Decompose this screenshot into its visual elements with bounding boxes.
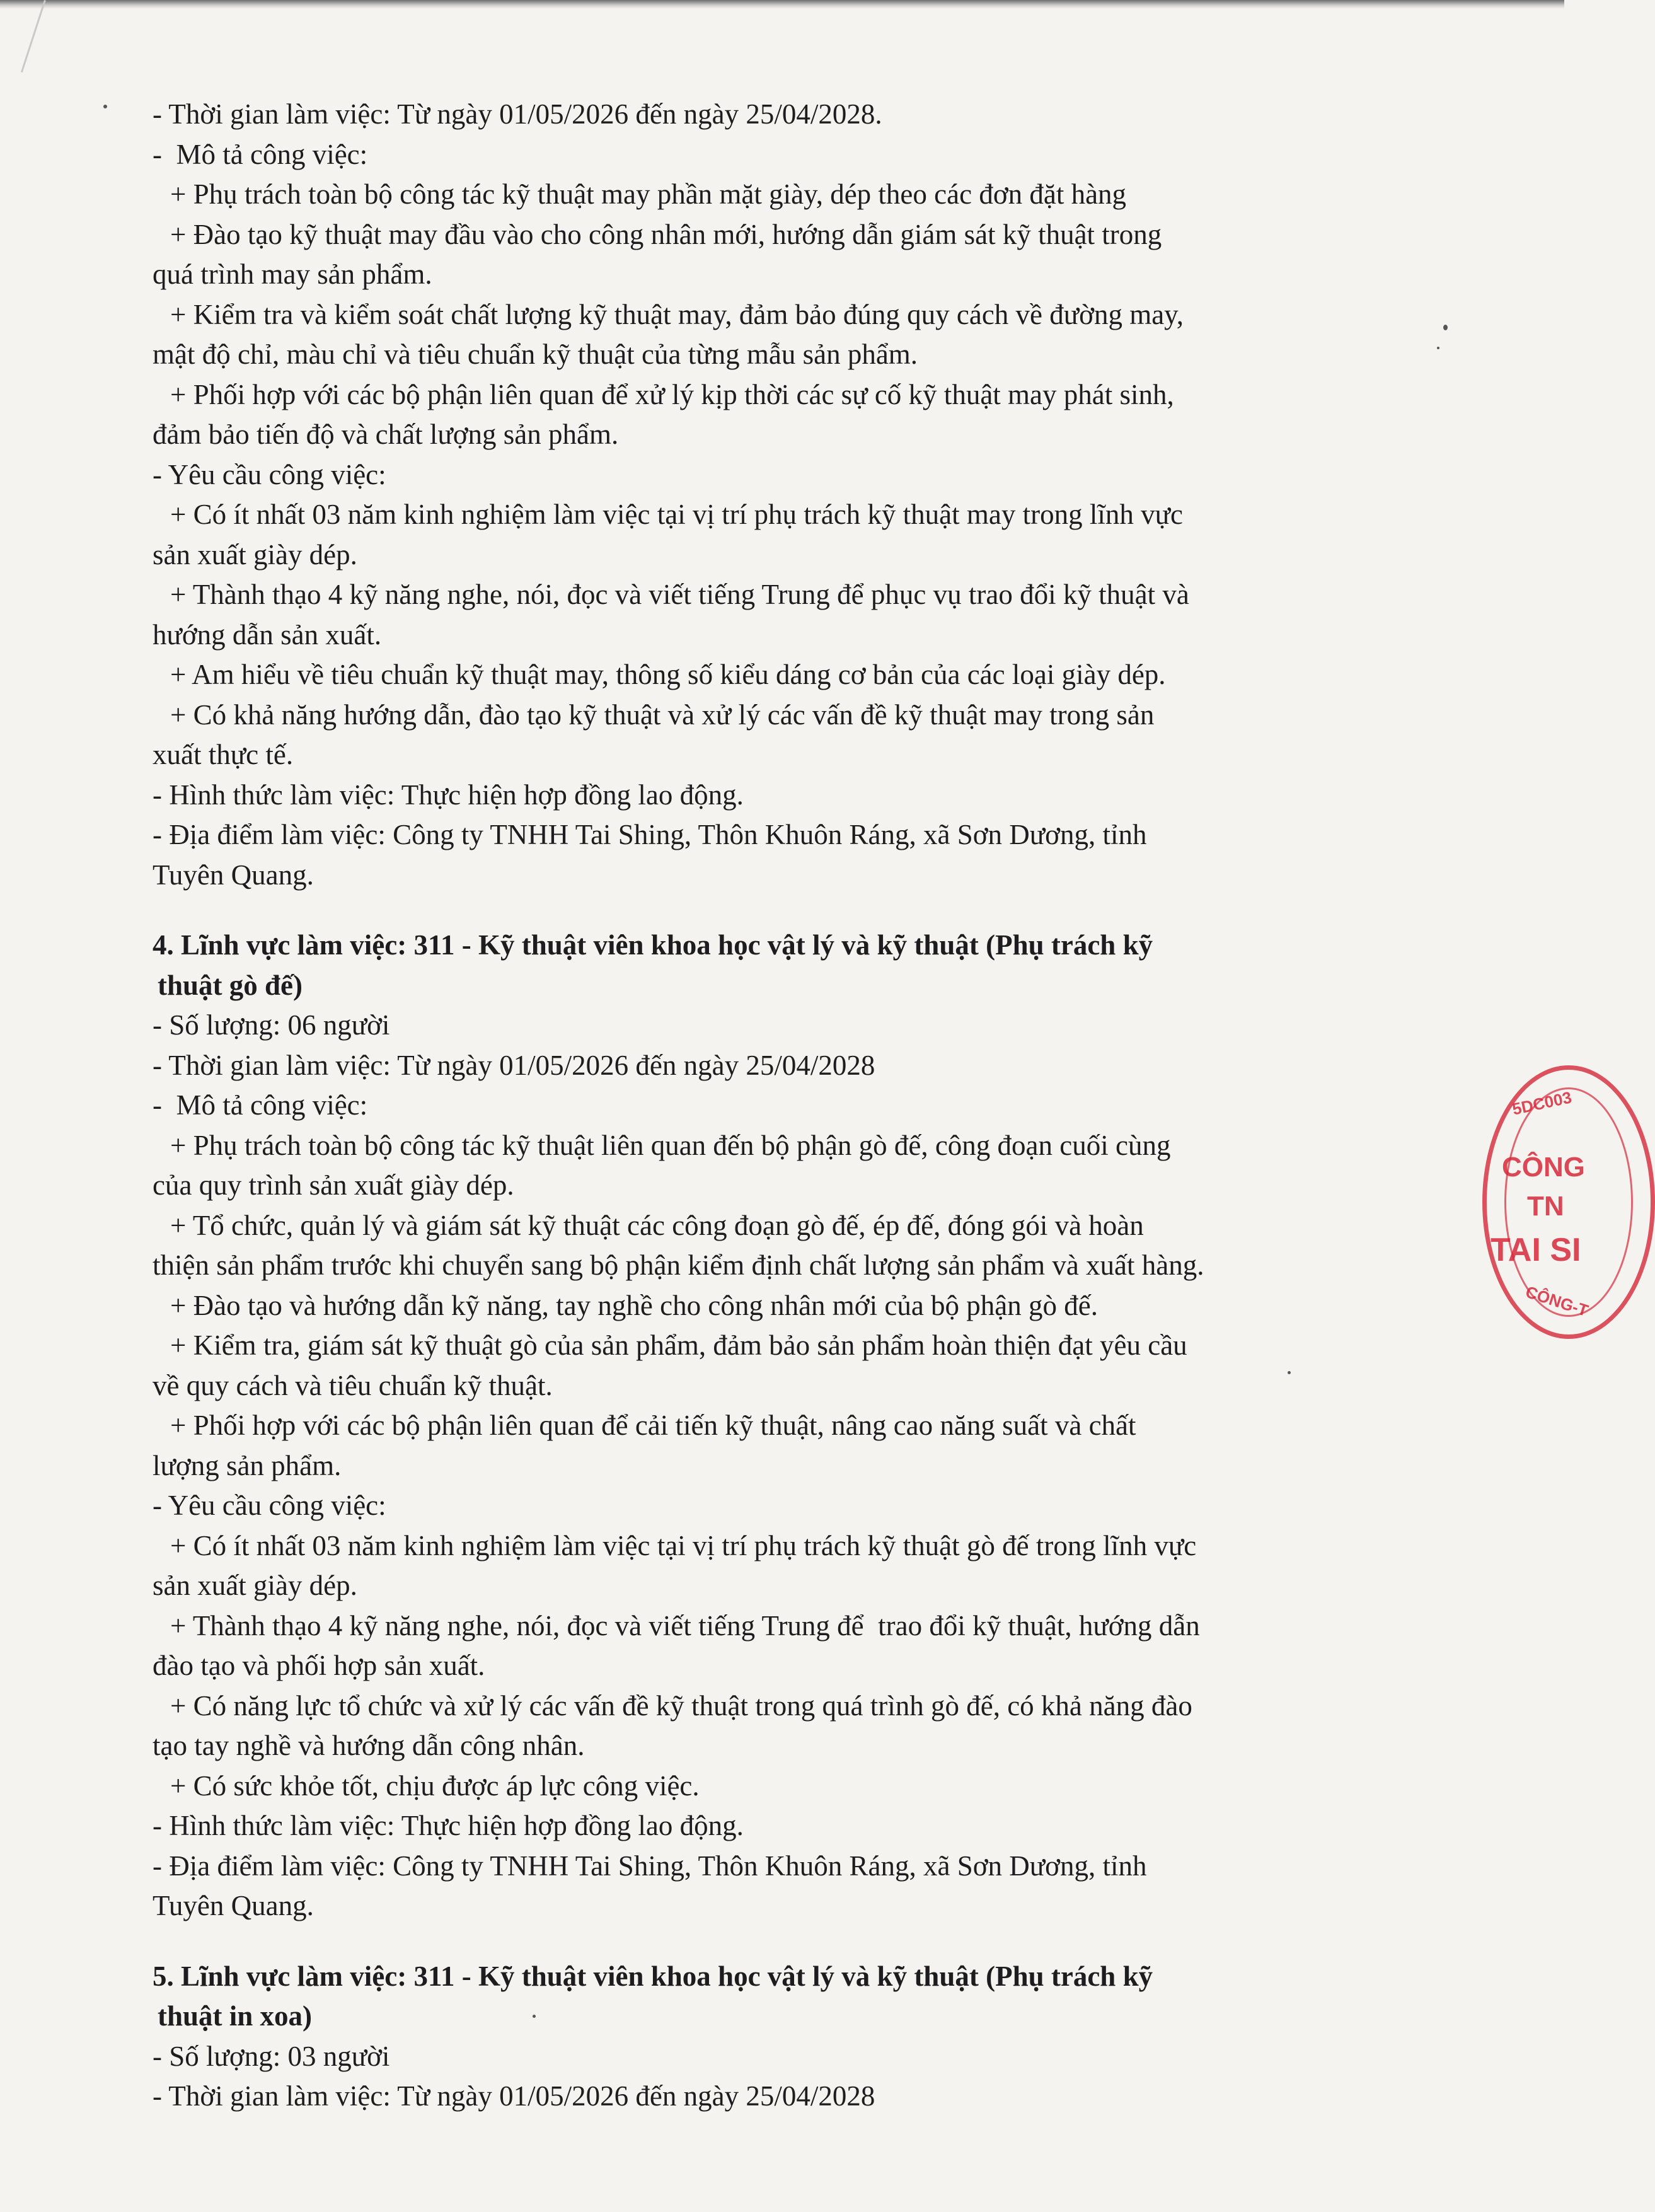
scan-speck <box>1288 1371 1291 1374</box>
paragraph-line: sản xuất giày dép. <box>153 538 357 570</box>
section-5-heading <box>153 1957 1438 2037</box>
paragraph-line: đảm bảo tiến độ và chất lượng sản phẩm. <box>153 419 619 450</box>
paragraph-line: Tuyên Quang. <box>153 859 314 891</box>
paragraph-line: xuất thực tế. <box>153 739 294 770</box>
paragraph-line: + Phụ trách toàn bộ công tác kỹ thuật liên quan đến bộ phận gò đế, công đoạn cuối cùng <box>170 1129 1171 1161</box>
paragraph-line: của quy trình sản xuất giày dép. <box>153 1169 514 1201</box>
paragraph-line: + Am hiểu về tiêu chuẩn kỹ thuật may, thông số kiểu dáng cơ bản của các loại giày dép. <box>170 659 1166 690</box>
paragraph-line: sản xuất giày dép. <box>153 1570 357 1601</box>
paragraph-line: tạo tay nghề và hướng dẫn công nhân. <box>153 1730 585 1761</box>
paragraph-line: - Hình thức làm việc: Thực hiện hợp đồng lao động. <box>153 779 744 811</box>
document-body <box>153 95 1438 2117</box>
intro-block <box>153 95 1438 895</box>
scan-speck <box>103 105 107 108</box>
paragraph-line: hướng dẫn sản xuất. <box>153 618 382 651</box>
paragraph-line: + Có ít nhất 03 năm kinh nghiệm làm việc tại vị trí phụ trách kỹ thuật gò đế trong lĩnh vực <box>170 1529 1197 1561</box>
paragraph-line: + Kiểm tra và kiểm soát chất lượng kỹ thuật may, đảm bảo đúng quy cách về đường may, <box>170 298 1184 330</box>
paragraph-line: - Yêu cầu công việc: <box>153 1490 386 1521</box>
paragraph-line: - Thời gian làm việc: Từ ngày 01/05/2026 đến ngày 25/04/2028 <box>153 2080 875 2112</box>
seal-text: TAI SI <box>1491 1232 1581 1268</box>
scan-speck <box>1443 325 1448 330</box>
paragraph-line: + Có ít nhất 03 năm kinh nghiệm làm việc tại vị trí phụ trách kỹ thuật may trong lĩnh vực <box>170 499 1183 530</box>
section-4-heading <box>153 925 1438 1005</box>
paragraph-line: - Yêu cầu công việc: <box>153 458 386 490</box>
paragraph-line: + Thành thạo 4 kỹ năng nghe, nói, đọc và viết tiếng Trung để trao đổi kỹ thuật, hướng dẫn <box>170 1609 1200 1642</box>
paragraph-line: lượng sản phẩm. <box>153 1449 342 1481</box>
seal-inner-ring <box>1504 1087 1633 1317</box>
heading-line: thuật gò đế) <box>158 969 303 1001</box>
paragraph-line: + Kiểm tra, giám sát kỹ thuật gò của sản phẩm, đảm bảo sản phẩm hoàn thiện đạt yêu cầu <box>170 1329 1187 1361</box>
section-5-body <box>153 2037 1438 2117</box>
paragraph-line: + Phụ trách toàn bộ công tác kỹ thuật may phần mặt giày, dép theo các đơn đặt hàng <box>170 178 1127 210</box>
paragraph-line: + Đào tạo và hướng dẫn kỹ năng, tay nghề cho công nhân mới của bộ phận gò đế. <box>170 1289 1098 1321</box>
paper-fold-line <box>21 0 46 72</box>
scan-speck <box>533 2015 536 2018</box>
paragraph-line: quá trình may sản phẩm. <box>153 258 432 290</box>
paragraph-line: - Mô tả công việc: <box>153 1089 368 1121</box>
paragraph-line: + Tổ chức, quản lý và giám sát kỹ thuật các công đoạn gò đế, ép đế, đóng gói và hoàn <box>170 1209 1144 1241</box>
heading-line: thuật in xoa) <box>158 2000 313 2032</box>
seal-text: CÔNG <box>1502 1152 1585 1183</box>
paragraph-line: + Có năng lực tổ chức và xử lý các vấn đề kỹ thuật trong quá trình gò đế, có khả năng đào <box>170 1689 1192 1722</box>
paragraph-line: về quy cách và tiêu chuẩn kỹ thuật. <box>153 1369 553 1401</box>
paragraph-line: - Số lượng: 06 người <box>153 1009 390 1041</box>
paragraph-line: + Đào tạo kỹ thuật may đầu vào cho công nhân mới, hướng dẫn giám sát kỹ thuật trong <box>170 218 1162 250</box>
paragraph-line: Tuyên Quang. <box>153 1890 314 1921</box>
seal-text: CÔNG-T <box>1523 1282 1591 1321</box>
paragraph-line: mật độ chỉ, màu chỉ và tiêu chuẩn kỹ thuật của từng mẫu sản phẩm. <box>153 339 918 370</box>
paragraph-line: + Có sức khỏe tốt, chịu được áp lực công việc. <box>170 1769 700 1802</box>
seal-text: TN <box>1527 1191 1564 1222</box>
paragraph-line: - Thời gian làm việc: Từ ngày 01/05/2026 đến ngày 25/04/2028. <box>153 98 882 130</box>
paragraph-line: + Thành thạo 4 kỹ năng nghe, nói, đọc và viết tiếng Trung để phục vụ trao đổi kỹ thuật và <box>170 579 1189 610</box>
paragraph-line: - Địa điểm làm việc: Công ty TNHH Tai Shing, Thôn Khuôn Ráng, xã Sơn Dương, tỉnh <box>153 819 1147 850</box>
paragraph-line: + Có khả năng hướng dẫn, đào tạo kỹ thuật và xử lý các vấn đề kỹ thuật may trong sản <box>170 698 1155 731</box>
page-top-edge <box>0 0 1564 9</box>
paragraph-line: - Hình thức làm việc: Thực hiện hợp đồng lao động. <box>153 1810 744 1841</box>
company-seal-stamp <box>1482 1065 1655 1339</box>
heading-line: 4. Lĩnh vực làm việc: 311 - Kỹ thuật viên khoa học vật lý và kỹ thuật (Phụ trách kỹ <box>153 929 1153 961</box>
paragraph-line: - Địa điểm làm việc: Công ty TNHH Tai Shing, Thôn Khuôn Ráng, xã Sơn Dương, tỉnh <box>153 1850 1147 1882</box>
scan-speck <box>1437 347 1439 349</box>
paragraph-line: - Mô tả công việc: <box>153 138 368 170</box>
paragraph-line: + Phối hợp với các bộ phận liên quan để cải tiến kỹ thuật, nâng cao năng suất và chất <box>170 1410 1136 1441</box>
paragraph-line: - Số lượng: 03 người <box>153 2040 390 2072</box>
paragraph-line: đào tạo và phối hợp sản xuất. <box>153 1650 485 1681</box>
paragraph-line: thiện sản phẩm trước khi chuyển sang bộ phận kiểm định chất lượng sản phẩm và xuất hàng. <box>153 1249 1204 1281</box>
paragraph-line: - Thời gian làm việc: Từ ngày 01/05/2026 đến ngày 25/04/2028 <box>153 1049 875 1081</box>
seal-number: 5DC003 <box>1510 1087 1574 1119</box>
paragraph-line: + Phối hợp với các bộ phận liên quan để xử lý kịp thời các sự cố kỹ thuật may phát sinh, <box>170 378 1174 410</box>
section-4-body <box>153 1005 1438 1926</box>
heading-line: 5. Lĩnh vực làm việc: 311 - Kỹ thuật viên khoa học vật lý và kỹ thuật (Phụ trách kỹ <box>153 1960 1153 1992</box>
